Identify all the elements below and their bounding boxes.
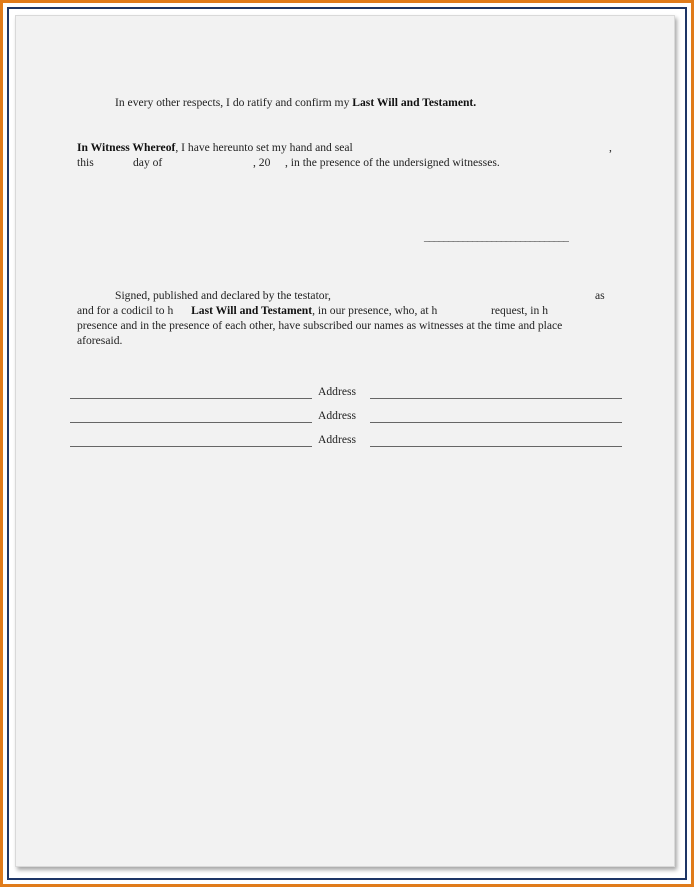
witness-name-line[interactable] [70,398,312,399]
witness-line-1 [77,141,353,155]
address-label: Address [318,409,356,422]
witness-year: , 20 [253,156,271,169]
address-line[interactable] [370,446,622,447]
address-line[interactable] [370,422,622,423]
declaration-codicil: and for a codicil to h [77,304,174,317]
address-label: Address [318,385,356,398]
declaration-request: request, in h [491,304,548,317]
witness-this: this [77,156,94,169]
declaration-in-our: , in our presence, who, at h [312,304,438,317]
testator-signature-line[interactable]: ______________________________ [424,230,568,243]
declaration-codicil-line [77,304,437,318]
declaration-bold-title: Last Will and Testament [191,304,313,317]
address-line[interactable] [370,398,622,399]
ratify-paragraph [115,96,476,110]
document-page [15,15,675,867]
witness-seal-text: , I have hereunto set my hand and seal [175,141,353,154]
ratify-bold-title: Last Will and Testament. [352,96,477,109]
witness-name-line[interactable] [70,422,312,423]
ratify-text: In every other respects, I do ratify and confirm my [115,96,350,109]
witness-comma: , [609,141,612,154]
witness-presence: , in the presence of the undersigned witnesses. [285,156,500,169]
witness-day-of: day of [133,156,163,169]
declaration-line-3: presence and in the presence of each other, have subscribed our names as witnesses at the time and place [77,319,563,332]
witness-whereof-bold: In Witness Whereof [77,141,176,154]
declaration-line-4: aforesaid. [77,334,123,347]
declaration-as: as [595,289,605,302]
witness-name-line[interactable] [70,446,312,447]
address-label: Address [318,433,356,446]
declaration-signed: Signed, published and declared by the testator, [115,289,331,302]
